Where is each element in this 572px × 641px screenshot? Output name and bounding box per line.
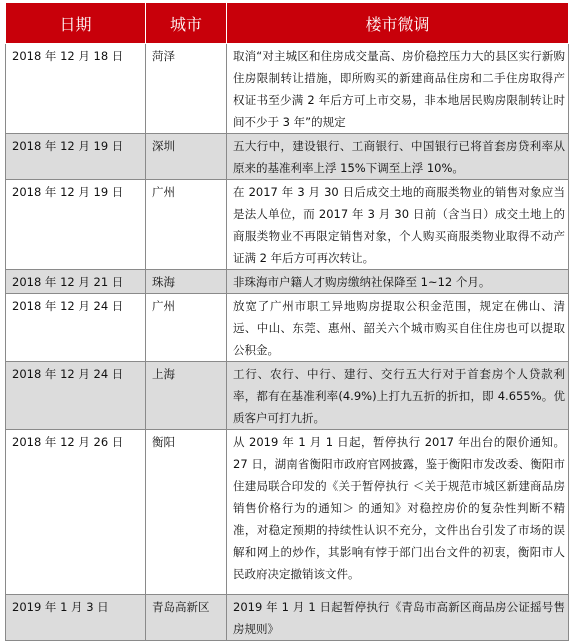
table-row: [6, 180, 569, 270]
table-row: [6, 294, 569, 362]
date-cell: 2018 年 12 月 19 日: [6, 180, 146, 270]
table-row: [6, 595, 569, 641]
city-cell: 青岛高新区: [146, 595, 227, 641]
city-cell: 广州: [146, 180, 227, 270]
city-cell: 菏泽: [146, 44, 227, 134]
city-cell: 珠海: [146, 270, 227, 294]
date-cell: 2018 年 12 月 19 日: [6, 134, 146, 180]
table-row: [6, 362, 569, 430]
policy-table: [5, 2, 569, 641]
table-row: [6, 44, 569, 134]
table-row: [6, 134, 569, 180]
content-cell: 在 2017 年 3 月 30 日后成交土地的商服类物业的销售对象应当是法人单位，而 2017 年 3 月 30 日前（含当日）成交土地上的商服类物业不再限定销售对象，个人购买商服类物业取得不动产证满 2 年后方可再次转让。: [227, 180, 569, 270]
content-cell: 五大行中，建设银行、工商银行、中国银行已将首套房贷利率从原来的基准利率上浮 15%下调至上浮 10%。: [227, 134, 569, 180]
table-row: [6, 270, 569, 294]
date-cell: 2018 年 12 月 24 日: [6, 362, 146, 430]
city-cell: 深圳: [146, 134, 227, 180]
date-cell: 2018 年 12 月 21 日: [6, 270, 146, 294]
header-date: 日期: [6, 3, 146, 44]
header-city: 城市: [146, 3, 227, 44]
city-cell: 上海: [146, 362, 227, 430]
content-cell: 取消“对主城区和住房成交量高、房价稳控压力大的县区实行新购住房限制转让措施，即所购买的新建商品住房和二手住房取得产权证书至少满 2 年后方可上市交易，非本地居民购房限制转让时间不少于 3 年”的规定: [227, 44, 569, 134]
city-cell: 衡阳: [146, 430, 227, 595]
content-cell: 从 2019 年 1 月 1 日起，暂停执行 2017 年出台的限价通知。27 日，湖南省衡阳市政府官网披露，鉴于衡阳市发改委、衡阳市住建局联合印发的《关于暂停执行 ＜关于规范市城区新建商品房销售价格行为的通知＞ 的通知》对稳控房价的复杂性判断不精准，对稳定预期的持续性认识不充分，文件出台引发了市场的误解和网上的炒作，其影响有悖于部门出台文件的初衷，衡阳市人民政府决定撤销该文件。: [227, 430, 569, 595]
header-policy: 楼市微调: [227, 3, 569, 44]
date-cell: 2018 年 12 月 18 日: [6, 44, 146, 134]
content-cell: 非珠海市户籍人才购房缴纳社保降至 1~12 个月。: [227, 270, 569, 294]
table-row: [6, 430, 569, 595]
date-cell: 2018 年 12 月 24 日: [6, 294, 146, 362]
city-cell: 广州: [146, 294, 227, 362]
content-cell: 工行、农行、中行、建行、交行五大行对于首套房个人贷款利率，都有在基准利率(4.9%)上打九五折的折扣，即 4.655%。优质客户可打九折。: [227, 362, 569, 430]
content-cell: 放宽了广州市职工异地购房提取公积金范围，规定在佛山、清远、中山、东莞、惠州、韶关六个城市购买自住住房也可以提取公积金。: [227, 294, 569, 362]
content-cell: 2019 年 1 月 1 日起暂停执行《青岛市高新区商品房公证摇号售房规则》: [227, 595, 569, 641]
date-cell: 2018 年 12 月 26 日: [6, 430, 146, 595]
header-row: [6, 3, 569, 44]
date-cell: 2019 年 1 月 3 日: [6, 595, 146, 641]
